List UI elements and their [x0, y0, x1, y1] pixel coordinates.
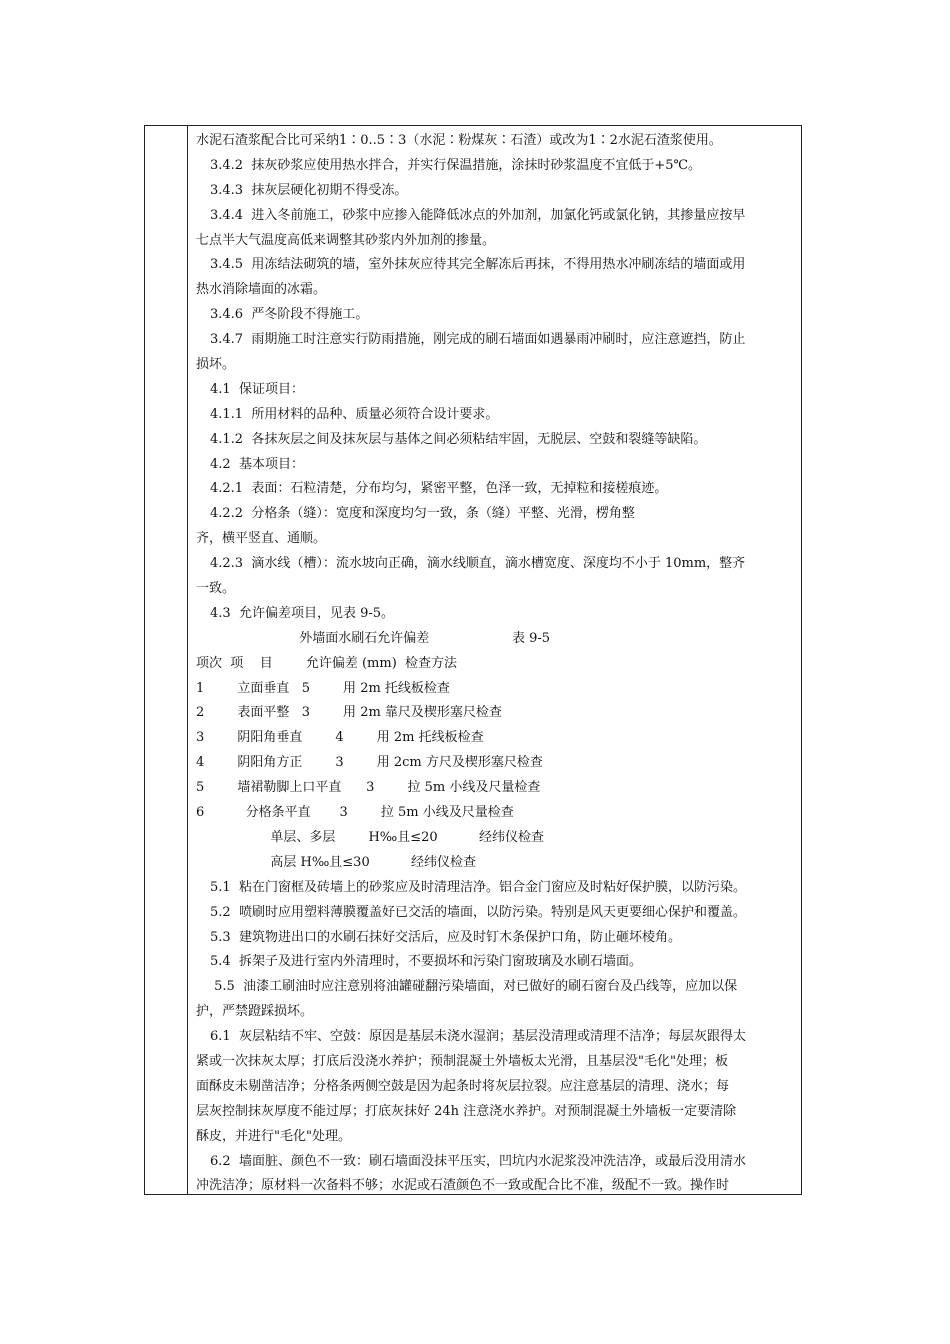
- text-line: 护，严禁蹬踩损坏。: [196, 1004, 314, 1020]
- text-line: 冲洗洁净；原材料一次备料不够；水泥或石渣颜色不一致或配合比不准，级配不一致。操作时: [196, 1178, 730, 1194]
- text-line: 热水消除墙面的冰霜。: [196, 282, 327, 298]
- text-line: 七点半大气温度高低来调整其砂浆内外加剂的掺量。: [196, 232, 496, 248]
- left-column-cell: [145, 126, 188, 1194]
- text-line: 4.1.1 所用材料的品种、质量必须符合设计要求。: [210, 406, 499, 422]
- text-line: 1 立面垂直 5 用 2m 托线板检查: [196, 680, 450, 696]
- text-line: 5.2 喷刷时应用塑料薄膜覆盖好已交活的墙面，以防污染。特别是风天更要细心保护和覆盖。: [210, 904, 746, 920]
- text-line: 6 分格条平直 3 拉 5m 小线及尺量检查: [196, 805, 514, 821]
- text-line: 项次 项 目 允许偏差 (mm) 检查方法: [196, 655, 458, 671]
- text-line: 水泥石渣浆配合比可采纳1∶0..5∶3（水泥∶粉煤灰∶石渣）或改为1∶2水泥石渣浆使用。: [196, 133, 722, 148]
- text-line: 6.1 灰层粘结不牢、空鼓：原因是基层未浇水湿润；基层没清理或清理不洁净；每层灰跟得太: [210, 1029, 746, 1045]
- text-line: 4.2.1 表面：石粒清楚，分布均匀，紧密平整，色泽一致，无掉粒和接槎痕迹。: [210, 481, 668, 497]
- text-line: 损坏。: [196, 357, 236, 373]
- text-line: 3.4.5 用冻结法砌筑的墙，室外抹灰应待其完全解冻后再抹，不得用热水冲刷冻结的墙面或用: [210, 257, 746, 273]
- text-line: 紧或一次抹灰太厚；打底后没浇水养护；预制混凝土外墙板太光滑，且基层没"毛化"处理；板: [196, 1053, 728, 1069]
- text-line: 一致。: [196, 581, 236, 597]
- text-line: 单层、多层 H‰且≤20 经纬仪检查: [196, 829, 544, 845]
- text-line: 4 阴阳角方正 3 用 2cm 方尺及楔形塞尺检查: [196, 755, 543, 771]
- text-line: 外墙面水刷石允许偏差 表 9-5: [196, 630, 551, 646]
- document-body: [196, 129, 796, 1199]
- text-line: 3.4.3 抹灰层硬化初期不得受冻。: [210, 182, 408, 198]
- text-line: 5.4 拆架子及进行室内外清理时，不要损坏和污染门窗玻璃及水刷石墙面。: [210, 954, 642, 970]
- text-line: 4.2.2 分格条（缝）：宽度和深度均匀一致，条（缝）平整、光滑，楞角整: [210, 506, 635, 522]
- text-line: 6.2 墙面脏、颜色不一致：刷石墙面没抹平压实，凹坑内水泥浆没冲洗洁净，或最后没用清水: [210, 1153, 746, 1169]
- text-line: 3.4.2 抹灰砂浆应使用热水拌合，并实行保温措施，涂抹时砂浆温度不宜低于+5℃。: [210, 157, 702, 173]
- text-line: 5.1 粘在门窗框及砖墙上的砂浆应及时清理洁净。铝合金门窗应及时粘好保护膜，以防污染。: [210, 879, 746, 895]
- text-line: 2 表面平整 3 用 2m 靠尺及楔形塞尺检查: [196, 705, 502, 721]
- document-table-frame: [144, 125, 802, 1195]
- text-line: 4.1.2 各抹灰层之间及抹灰层与基体之间必须粘结牢固，无脱层、空鼓和裂缝等缺陷。: [210, 431, 707, 447]
- text-line: 3.4.4 进入冬前施工，砂浆中应掺入能降低冰点的外加剂，加氯化钙或氯化钠，其掺量应按早: [210, 207, 746, 223]
- text-line: 5.3 建筑物进出口的水刷石抹好交活后，应及时钉木条保护口角，防止砸坏棱角。: [210, 929, 681, 945]
- text-line: 3.4.7 雨期施工时注意实行防雨措施，刚完成的刷石墙面如遇暴雨冲刷时，应注意遮挡，防止: [210, 332, 746, 348]
- text-line: 酥皮，并进行"毛化"处理。: [196, 1128, 351, 1144]
- text-line: 5 墙裙勒脚上口平直 3 拉 5m 小线及尺量检查: [196, 780, 541, 796]
- text-line: 3.4.6 严冬阶段不得施工。: [210, 307, 369, 323]
- text-line: 4.1 保证项目：: [210, 381, 304, 397]
- text-line: 4.2 基本项目：: [210, 456, 304, 472]
- text-line: 4.3 允许偏差项目，见表 9-5。: [210, 605, 395, 621]
- text-line: 面酥皮未剔凿洁净；分格条两侧空鼓是因为起条时将灰层拉裂。应注意基层的清理、浇水；每: [196, 1078, 730, 1094]
- text-line: 齐，横平竖直、通顺。: [196, 531, 327, 547]
- text-line: 高层 H‰且≤30 经纬仪检查: [196, 854, 477, 870]
- text-line: 3 阴阳角垂直 4 用 2m 托线板检查: [196, 730, 484, 746]
- text-line: 层灰控制抹灰厚度不能过厚；打底灰抹好 24h 注意浇水养护。对预制混凝土外墙板一定要清除: [196, 1103, 737, 1119]
- text-line: 4.2.3 滴水线（槽）：流水坡向正确，滴水线顺直，滴水槽宽度、深度均不小于 10mm，整齐: [210, 556, 746, 572]
- text-line: 5.5 油漆工刷油时应注意别将油罐碰翻污染墙面，对已做好的刷石窗台及凸线等，应加以保: [210, 979, 738, 995]
